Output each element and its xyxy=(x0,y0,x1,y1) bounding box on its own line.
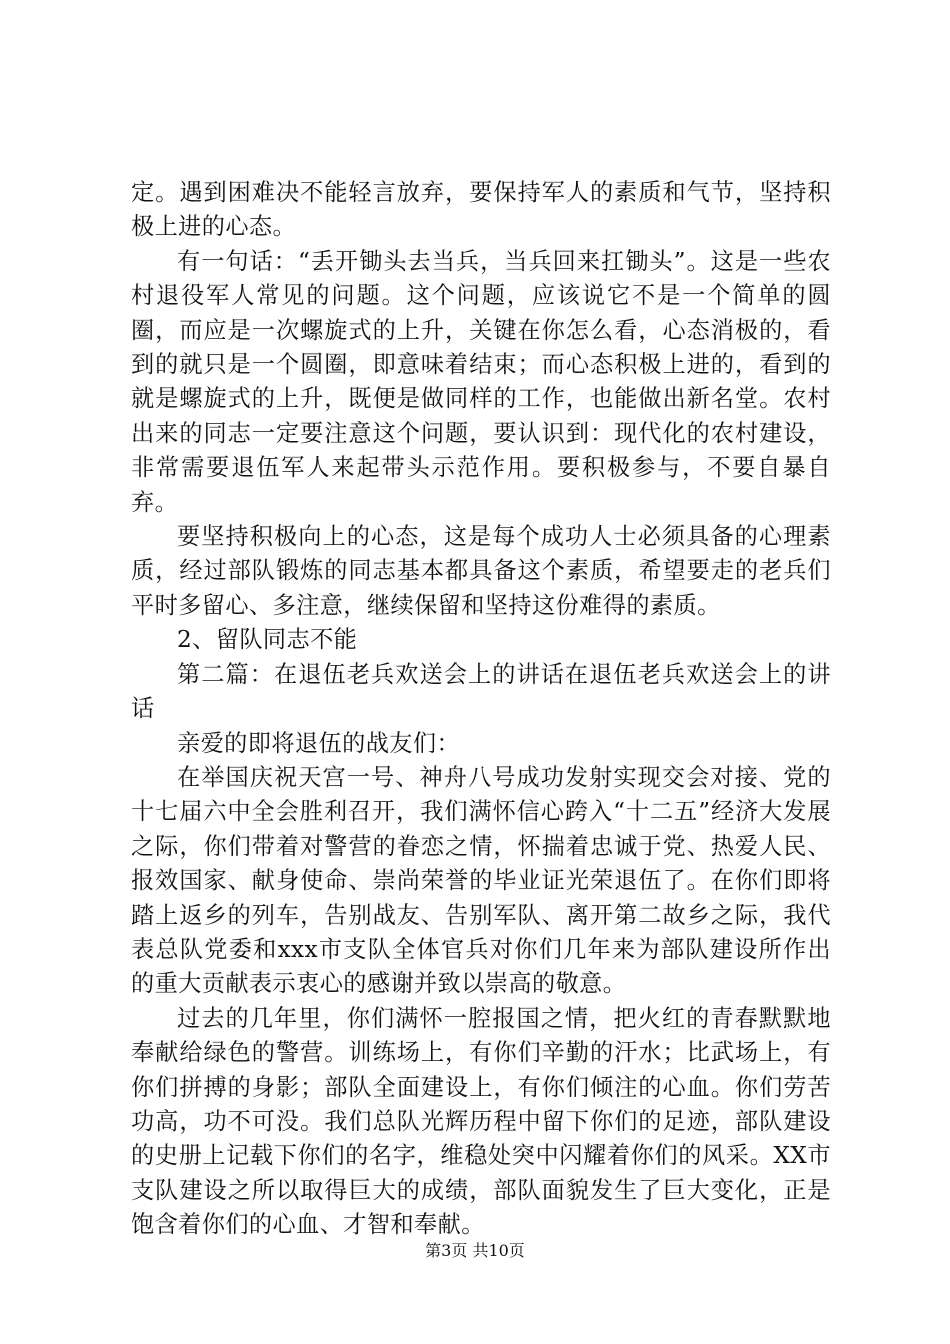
salutation: 亲爱的即将退伍的战友们： xyxy=(177,729,461,757)
paragraph-celebration: 在举国庆祝天宫一号、神舟八号成功发射实现交会对接、党的十七届六中全会胜利召开，我们满怀信心跨入“十二五”经济大发展之际，你们带着对警营的眷恋之情，怀揣着忠诚于党、热爱人民、报效国家、献身使命、崇尚荣誉的毕业证光荣退伍了。在你们即将踏上返乡的列车，告别战友、告别军队、离开第二故乡之际，我代表总队党委和xxx市支队全体官兵对你们几年来为部队建设所作出的重大贡献表示衷心的感谢并致以崇高的敬意。 xyxy=(131,763,831,998)
document-body xyxy=(131,176,831,1243)
paragraph-past-years: 过去的几年里，你们满怀一腔报国之情，把火红的青春默默地奉献给绿色的警营。训练场上，有你们辛勤的汗水；比武场上，有你们拼搏的身影；部队全面建设上，有你们倾注的心血。你们劳苦功高，功不可没。我们总队光辉历程中留下你们的足迹，部队建设的史册上记载下你们的名字，维稳处突中闪耀着你们的风采。XX市支队建设之所以取得巨大的成绩，部队面貌发生了巨大变化，正是饱含着你们的心血、才智和奉献。 xyxy=(131,1004,831,1239)
section-heading: 第二篇：在退伍老兵欢送会上的讲话在退伍老兵欢送会上的讲话 xyxy=(131,660,831,723)
paragraph-saying: 有一句话：“丢开锄头去当兵，当兵回来扛锄头”。这是一些农村退役军人常见的问题。这个问题，应该说它不是一个简单的圆圈，而应是一次螺旋式的上升，关键在你怎么看，心态消极的，看到的就只是一个圆圈，即意味着结束；而心态积极上进的，看到的就是螺旋式的上升，既便是做同样的工作，也能做出新名堂。农村出来的同志一定要注意这个问题，要认识到：现代化的农村建设，非常需要退伍军人来起带头示范作用。要积极参与，不要自暴自弃。 xyxy=(131,247,831,516)
page-footer: 第3页 共10页 xyxy=(425,1241,525,1260)
paragraph-attitude: 要坚持积极向上的心态，这是每个成功人士必须具备的心理素质，经过部队锻炼的同志基本都具备这个素质，希望要走的老兵们平时多留心、多注意，继续保留和坚持这份难得的素质。 xyxy=(131,523,831,619)
paragraph-continuation: 定。遇到困难决不能轻言放弃，要保持军人的素质和气节，坚持积极上进的心态。 xyxy=(131,179,831,241)
paragraph-numbered-item: 2、留队同志不能 xyxy=(177,626,358,654)
